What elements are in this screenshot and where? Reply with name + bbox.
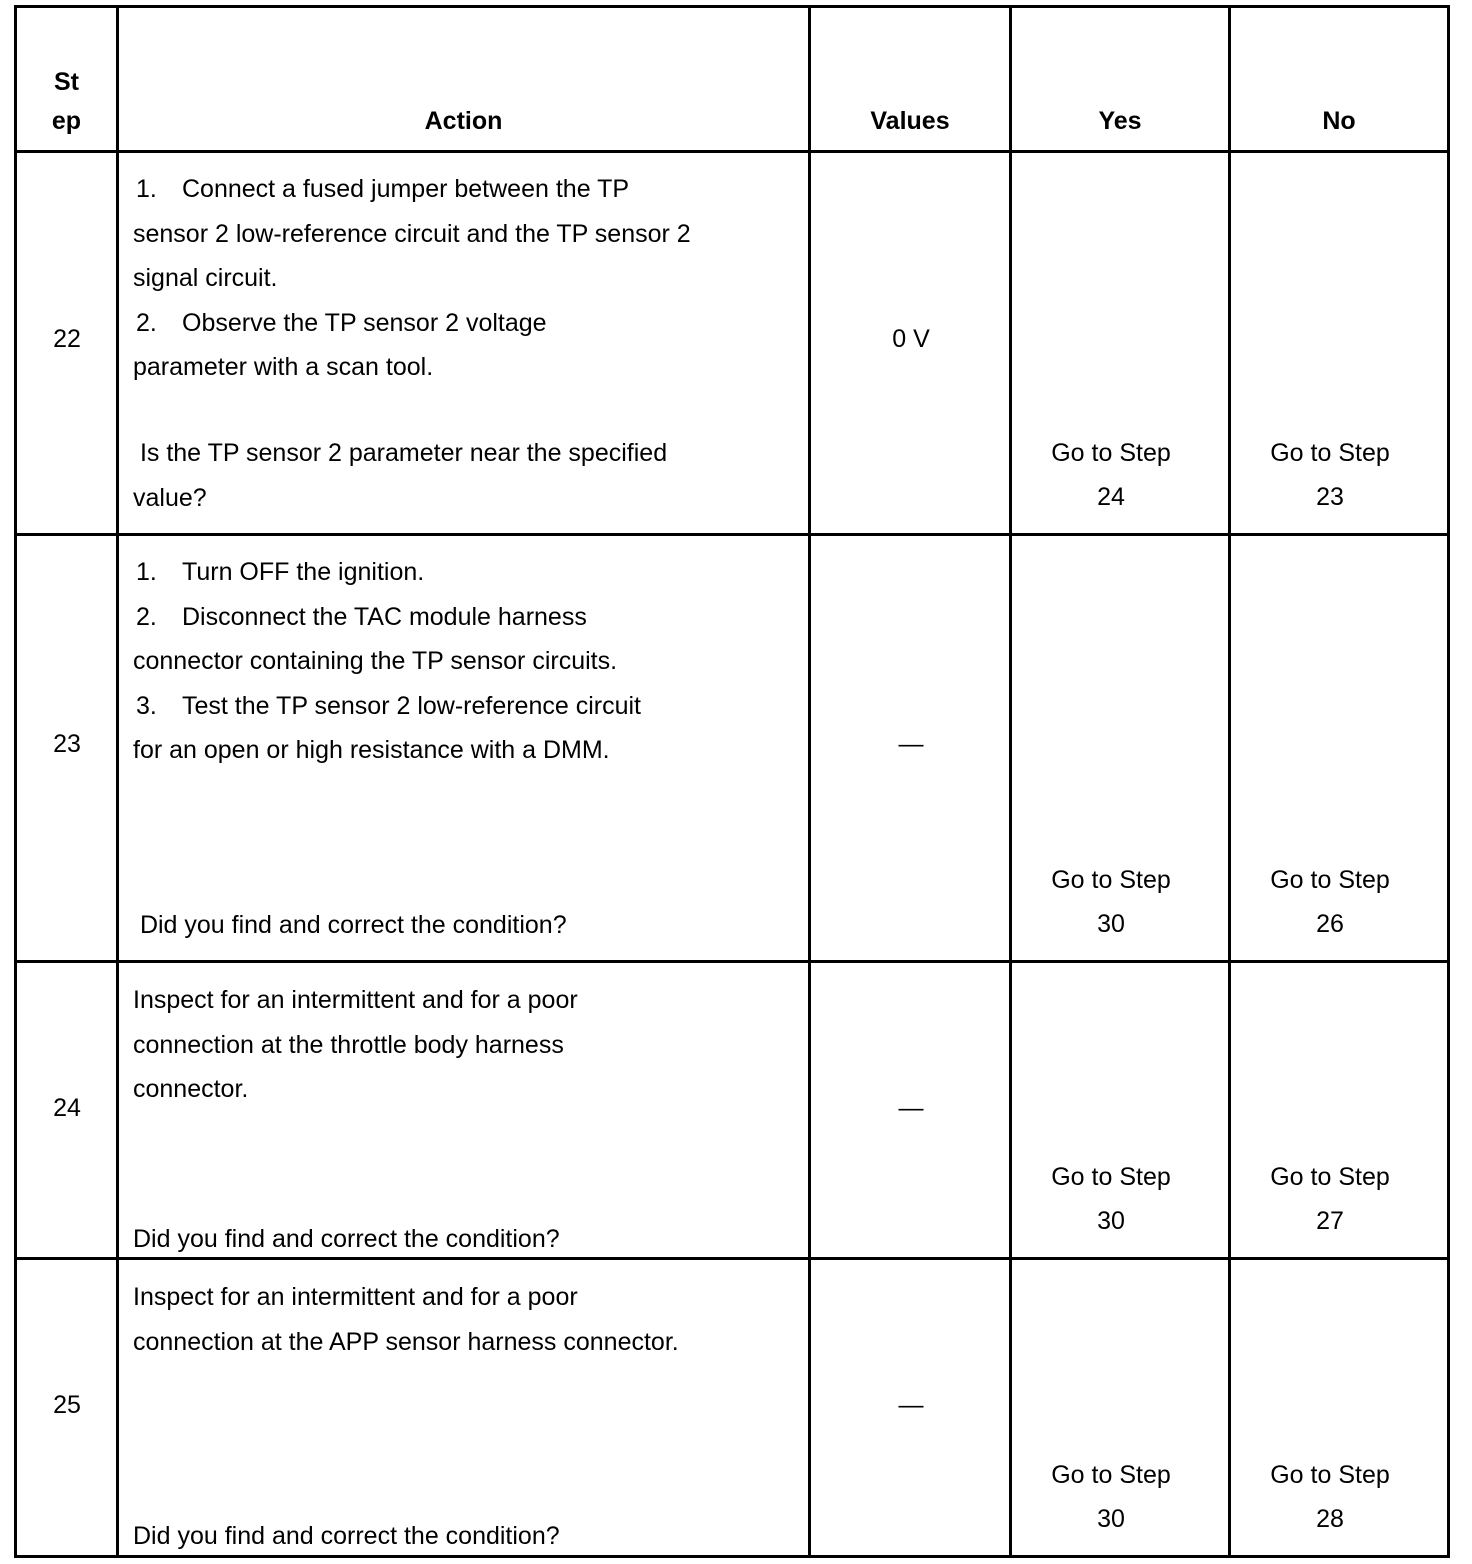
yes-goto (1002, 1453, 1220, 1541)
yes-goto (1002, 431, 1220, 519)
yes-goto-step: 24 (1097, 483, 1125, 511)
question-cell (133, 1217, 560, 1262)
row-divider (17, 960, 1447, 963)
action-line: connector. (133, 1075, 249, 1103)
action-line: Inspect for an intermittent and for a poor (133, 1283, 578, 1311)
header-yes: Yes (1098, 107, 1142, 135)
step-number: 23 (53, 730, 81, 758)
no-goto-step: 26 (1316, 910, 1344, 938)
header-values: Values (870, 107, 950, 135)
action-line: 2. Disconnect the TAC module harness (136, 602, 587, 631)
action-line: connection at the APP sensor harness connector. (133, 1327, 679, 1356)
action-line: 1. Turn OFF the ignition. (136, 558, 425, 586)
action-cell (133, 1275, 679, 1364)
question-line: Did you find and correct the condition? (133, 1522, 560, 1550)
yes-goto-step: 30 (1097, 1207, 1125, 1235)
header-step-line-1: St (54, 68, 79, 96)
column-divider (1228, 8, 1231, 1555)
yes-goto-step: 30 (1097, 910, 1125, 938)
no-goto (1221, 1453, 1439, 1541)
question-line: Did you find and correct the condition? (133, 1225, 560, 1253)
no-goto-label: Go to Step (1270, 1163, 1390, 1191)
yes-goto-label: Go to Step (1051, 866, 1171, 894)
no-goto-step: 23 (1316, 483, 1344, 511)
question-line: Did you find and correct the condition? (133, 911, 567, 939)
yes-goto-label: Go to Step (1051, 1163, 1171, 1191)
value-cell: — (898, 730, 924, 758)
question-line: Is the TP sensor 2 parameter near the specified (133, 439, 668, 467)
action-line: sensor 2 low-reference circuit and the TP sensor 2 (133, 219, 691, 248)
action-line: 2. Observe the TP sensor 2 voltage (136, 308, 547, 337)
action-line: Inspect for an intermittent and for a poor (133, 986, 578, 1014)
action-line: for an open or high resistance with a DMM. (133, 736, 610, 764)
step-number: 25 (53, 1391, 81, 1419)
header-action: Action (424, 107, 503, 135)
yes-goto-step: 30 (1097, 1505, 1125, 1533)
no-goto-label: Go to Step (1270, 439, 1390, 467)
action-line: 1. Connect a fused jumper between the TP (136, 175, 630, 203)
action-line: signal circuit. (133, 264, 278, 292)
action-cell (133, 550, 641, 773)
column-divider (1009, 8, 1012, 1555)
no-goto-label: Go to Step (1270, 1461, 1390, 1489)
header-step-line-2: ep (51, 107, 82, 135)
action-line: connection at the throttle body harness (133, 1030, 564, 1059)
step-number: 24 (53, 1094, 81, 1122)
no-goto (1221, 1155, 1439, 1243)
step-number: 22 (53, 325, 81, 353)
action-cell (133, 978, 578, 1112)
question-cell (133, 431, 667, 520)
question-cell (133, 1514, 560, 1559)
header-no: No (1322, 107, 1356, 135)
no-goto-step: 27 (1316, 1207, 1344, 1235)
action-line: connector containing the TP sensor circuits. (133, 647, 618, 675)
value-cell: 0 V (892, 325, 930, 353)
action-cell (133, 167, 691, 390)
yes-goto-label: Go to Step (1051, 439, 1171, 467)
header-step (17, 63, 116, 141)
column-divider (116, 8, 119, 1555)
no-goto (1221, 858, 1439, 946)
value-cell: — (898, 1094, 924, 1122)
yes-goto (1002, 858, 1220, 946)
question-line: value? (133, 483, 207, 512)
row-divider (17, 533, 1447, 536)
no-goto-label: Go to Step (1270, 866, 1390, 894)
no-goto (1221, 431, 1439, 519)
yes-goto (1002, 1155, 1220, 1243)
yes-goto-label: Go to Step (1051, 1461, 1171, 1489)
row-divider (17, 150, 1447, 153)
value-cell: — (898, 1391, 924, 1419)
diagnostic-table (14, 5, 1450, 1558)
column-divider (808, 8, 811, 1555)
action-line: 3. Test the TP sensor 2 low-reference circuit (136, 691, 641, 720)
action-line: parameter with a scan tool. (133, 353, 434, 381)
question-cell (133, 903, 567, 948)
no-goto-step: 28 (1316, 1505, 1344, 1533)
